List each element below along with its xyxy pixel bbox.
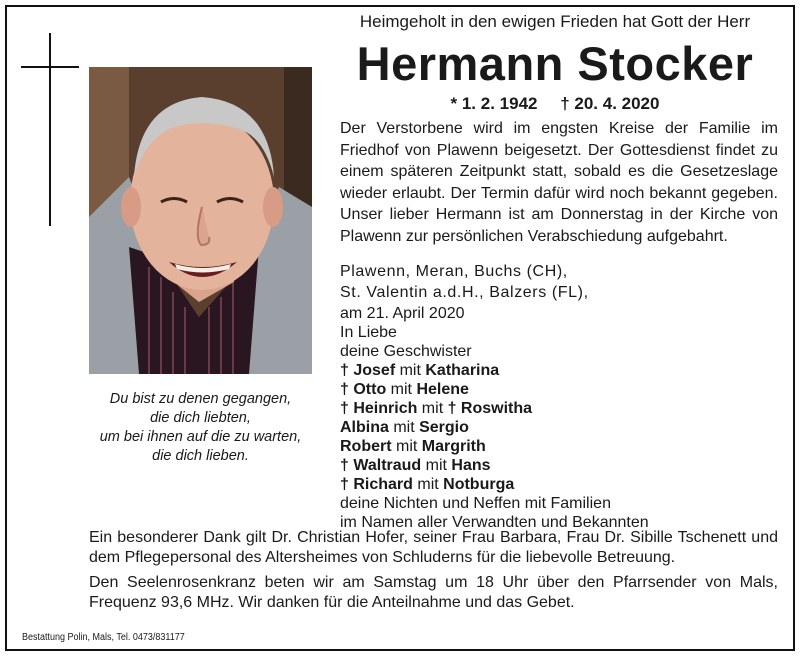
announcement-date: am 21. April 2020 <box>340 305 465 322</box>
rosary-paragraph: Den Seelenrosenkranz beten wir am Samstag um 18 Uhr über den Pfarrsender von Mals, Frequenz 93,6 MHz. Wir danken für die Anteilnahme und das Gebet. <box>89 574 778 611</box>
poem-line: Du bist zu denen gegangen, <box>109 391 292 407</box>
life-dates <box>330 94 780 114</box>
deceased-name: Hermann Stocker <box>356 37 754 90</box>
place-and-date <box>340 261 780 324</box>
sibling-row: † Heinrich mit † Roswitha <box>340 400 533 417</box>
cross-icon-horizontal <box>21 66 79 68</box>
poem-line: die dich lieben. <box>152 448 249 464</box>
mourners-list <box>340 323 780 532</box>
poem <box>89 390 312 466</box>
family-intro: deine Geschwister <box>340 343 472 360</box>
family-outro: im Namen aller Verwandten und Bekannten <box>340 514 649 531</box>
portrait-illustration <box>89 67 312 374</box>
sibling-row: † Waltraud mit Hans <box>340 457 491 474</box>
sibling-row: Robert mit Margrith <box>340 438 486 455</box>
funeral-announcement: Der Verstorbene wird im engsten Kreise der Familie im Friedhof von Plawenn beigesetzt. Der Gottesdienst findet zu einem späteren Zeitpunkt statt, sobald es die Gesetzeslage wieder erlaubt. Der Termin dafür wird noch bekannt gegeben. Unser lieber Hermann ist am Donnerstag in der Kirche von Plawenn zur persönlichen Verabschiedung aufgebahrt. <box>340 120 778 245</box>
place-line: St. Valentin a.d.H., Balzers (FL), <box>340 284 589 301</box>
thanks-paragraph: Ein besonderer Dank gilt Dr. Christian Hofer, seiner Frau Barbara, Frau Dr. Sibille Tschenett und dem Pflegepersonal des Altersheimes von Schluderns für die liebevolle Betreuung. <box>89 529 778 566</box>
intro-line: Heimgeholt in den ewigen Frieden hat Gott der Herr <box>359 12 751 31</box>
sibling-row: Albina mit Sergio <box>340 419 469 436</box>
death-date: † 20. 4. 2020 <box>560 94 660 113</box>
birth-date: * 1. 2. 1942 <box>450 94 538 113</box>
thanks-section <box>89 528 778 618</box>
family-outro: deine Nichten und Neffen mit Familien <box>340 495 611 512</box>
cross-icon-vertical <box>49 33 51 226</box>
sibling-row: † Otto mit Helene <box>340 381 469 398</box>
place-line: Plawenn, Meran, Buchs (CH), <box>340 263 568 280</box>
poem-line: um bei ihnen auf die zu warten, <box>99 429 302 445</box>
poem-line: die dich liebten, <box>150 410 251 426</box>
undertaker-credit: Bestattung Polin, Mals, Tel. 0473/831177 <box>22 632 185 643</box>
sibling-row: † Richard mit Notburga <box>340 476 515 493</box>
portrait-photo <box>89 67 312 374</box>
family-intro: In Liebe <box>340 324 397 341</box>
sibling-row: † Josef mit Katharina <box>340 362 500 379</box>
